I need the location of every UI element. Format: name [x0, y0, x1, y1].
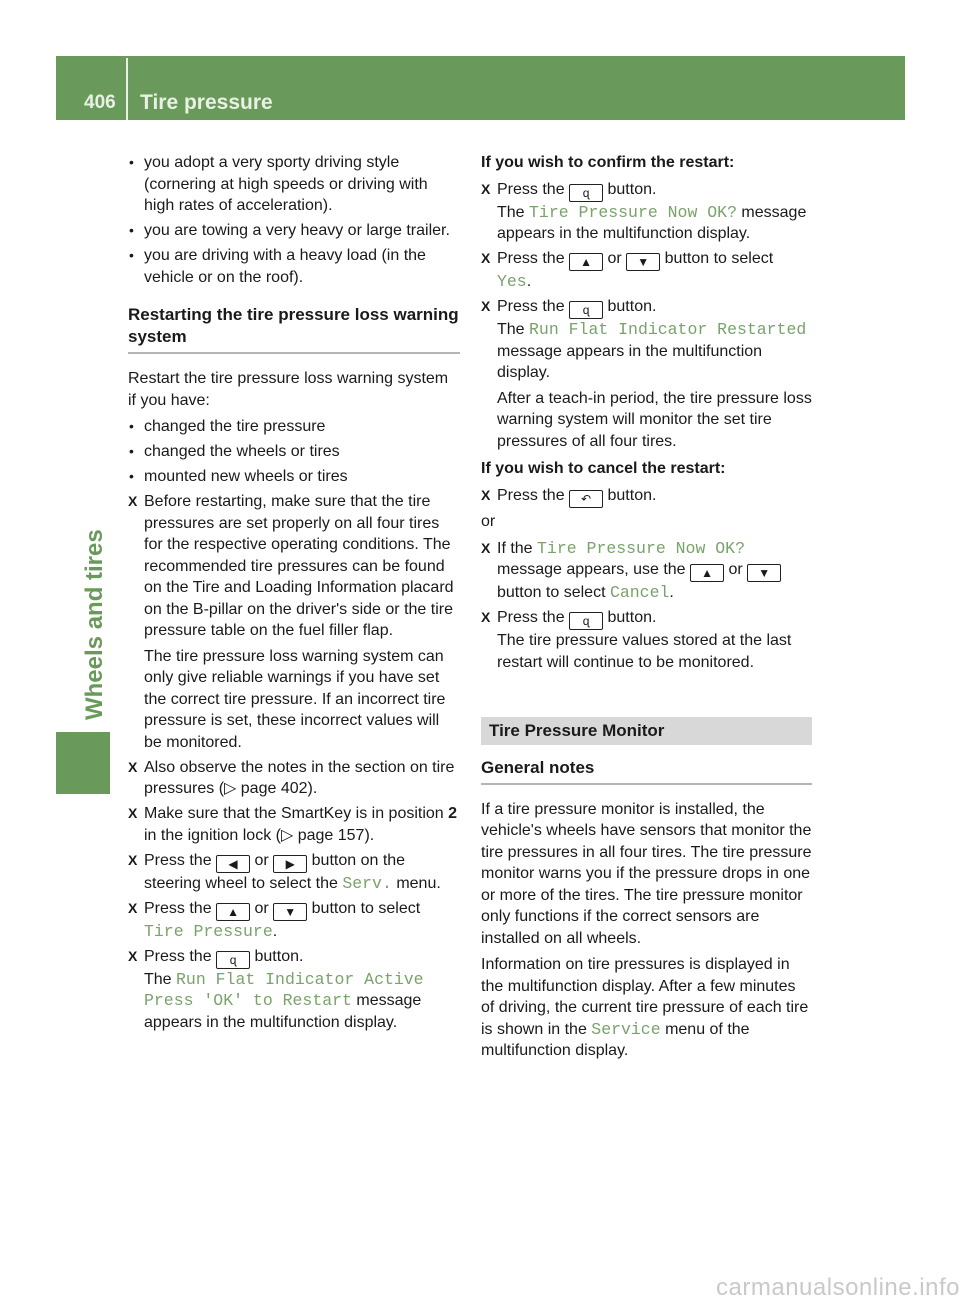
back-key-icon: ↶ [569, 490, 603, 508]
down-arrow-key-icon: ▼ [273, 903, 307, 921]
header-divider [126, 58, 128, 120]
list-item: • you adopt a very sporty driving style (cornering at high speeds or driving with high rates of acceleration). [129, 154, 428, 214]
display-message: Press 'OK' to Restart [144, 991, 352, 1010]
or-text: or [481, 513, 496, 530]
step-item: X Before restarting, make sure that the tire pressures are set properly on all four tires for the respective operating conditions. The recommended tire pressures can be found on the Tire and Loading Information placard on the B-pillar on the driver's side or the tire pressure table on the fuel filler flap. The tire pressure loss warning system can only give reliable warnings if you have set the correct tire pressure. If an incorrect tire pressure is set, these incorrect values will be monitored. [128, 491, 460, 753]
step-item: X Press the ▲ or ▼ button to select Yes. [481, 250, 774, 291]
list-item: • you are driving with a heavy load (in the vehicle or on the roof). [129, 247, 426, 286]
intro-text: Restart the tire pressure loss warning system if you have: [128, 370, 449, 409]
display-item: Cancel [609, 583, 670, 602]
step-note: The tire pressure values stored at the last restart will continue to be monitored. [497, 632, 792, 671]
ok-key-icon: ɋ [569, 184, 603, 202]
section-heading: Restarting the tire pressure loss warning system [128, 304, 460, 354]
step-item: X Press the ▲ or ▼ button to select Tire Pressure. [128, 899, 421, 941]
display-item: Yes [497, 272, 527, 291]
step-item: X Press the ◀ or ▶ button on the steering wheel to select the Serv. menu. [128, 851, 441, 893]
right-arrow-key-icon: ▶ [273, 855, 307, 873]
ok-key-icon: ɋ [569, 301, 603, 319]
paragraph: If a tire pressure monitor is installed, the vehicle's wheels have sensors that monitor the tire pressures in all four tires. The tire pressure monitor warns you if the pressure drops in one or more of the tires. The tire pressure monitor only functions if the correct sensors are installed on all wheels. [481, 800, 812, 947]
up-arrow-key-icon: ▲ [216, 903, 250, 921]
list-item: • you are towing a very heavy or large trailer. [129, 222, 450, 239]
subheading: If you wish to confirm the restart: [481, 154, 735, 171]
subheading: If you wish to cancel the restart: [481, 460, 726, 477]
section-heading: General notes [481, 757, 812, 785]
menu-name: Service [591, 1019, 661, 1039]
display-message: Run Flat Indicator Restarted [529, 320, 807, 339]
side-tab-block [56, 732, 110, 794]
left-arrow-key-icon: ◀ [216, 855, 250, 873]
left-column [128, 152, 460, 1037]
side-tab-label: Wheels and tires [81, 529, 108, 720]
list-item: • changed the wheels or tires [129, 443, 340, 460]
step-item: X Press the ↶ button. [481, 486, 657, 506]
list-item: • mounted new wheels or tires [129, 468, 348, 485]
down-arrow-key-icon: ▼ [626, 253, 660, 271]
down-arrow-key-icon: ▼ [747, 564, 781, 582]
section-band: Tire Pressure Monitor [481, 717, 812, 745]
step-note: The tire pressure loss warning system can only give reliable warnings if you have set the correct tire pressure. If an incorrect tire pressure is set, these incorrect values will be monitored. [144, 647, 446, 751]
display-message: Tire Pressure Now OK? [537, 538, 745, 558]
right-column [481, 152, 812, 1067]
step-item: X Also observe the notes in the section on tire pressures (▷ page 402). [128, 758, 455, 797]
page-title: Tire pressure [140, 91, 273, 114]
page-number: 406 [84, 92, 116, 113]
up-arrow-key-icon: ▲ [690, 564, 724, 582]
paragraph: Information on tire pressures is displayed in the multifunction display. After a few minutes of driving, the current tire pressure of each tire is shown in the Service menu of the multifunction display. [481, 956, 809, 1059]
display-message: Run Flat Indicator Active [176, 969, 424, 989]
step-item: X Press the ɋ button. The Tire Pressure Now OK? message appears in the multifunction display. [481, 180, 807, 242]
step-item: X If the Tire Pressure Now OK? message appears, use the ▲ or ▼ button to select Cancel. [481, 538, 812, 604]
ok-key-icon: ɋ [216, 951, 250, 969]
display-message: Tire Pressure Now OK? [529, 202, 737, 222]
list-item: • changed the tire pressure [129, 418, 326, 435]
step-item: X Make sure that the SmartKey is in position 2 in the ignition lock (▷ page 157). [128, 805, 458, 844]
menu-name: Serv. [342, 873, 392, 893]
watermark: carmanualsonline.info [716, 1274, 960, 1301]
up-arrow-key-icon: ▲ [569, 253, 603, 271]
ok-key-icon: ɋ [569, 612, 603, 630]
step-note: After a teach-in period, the tire pressure loss warning system will monitor the set tire pressures of all four tires. [497, 389, 812, 450]
step-item: X Press the ɋ button. The Run Flat Indicator Restarted message appears in the multifunction display. After a teach-in period, the tire pressure loss warning system will monitor the set tire pressures of all four tires. [481, 296, 812, 452]
step-item: X Press the ɋ button. The tire pressure values stored at the last restart will continue to be monitored. [481, 607, 812, 673]
step-item: X Press the ɋ button. The Run Flat Indicator Active Press 'OK' to Restart message appears in the multifunction display. [128, 947, 424, 1031]
display-item: Tire Pressure [144, 921, 273, 941]
